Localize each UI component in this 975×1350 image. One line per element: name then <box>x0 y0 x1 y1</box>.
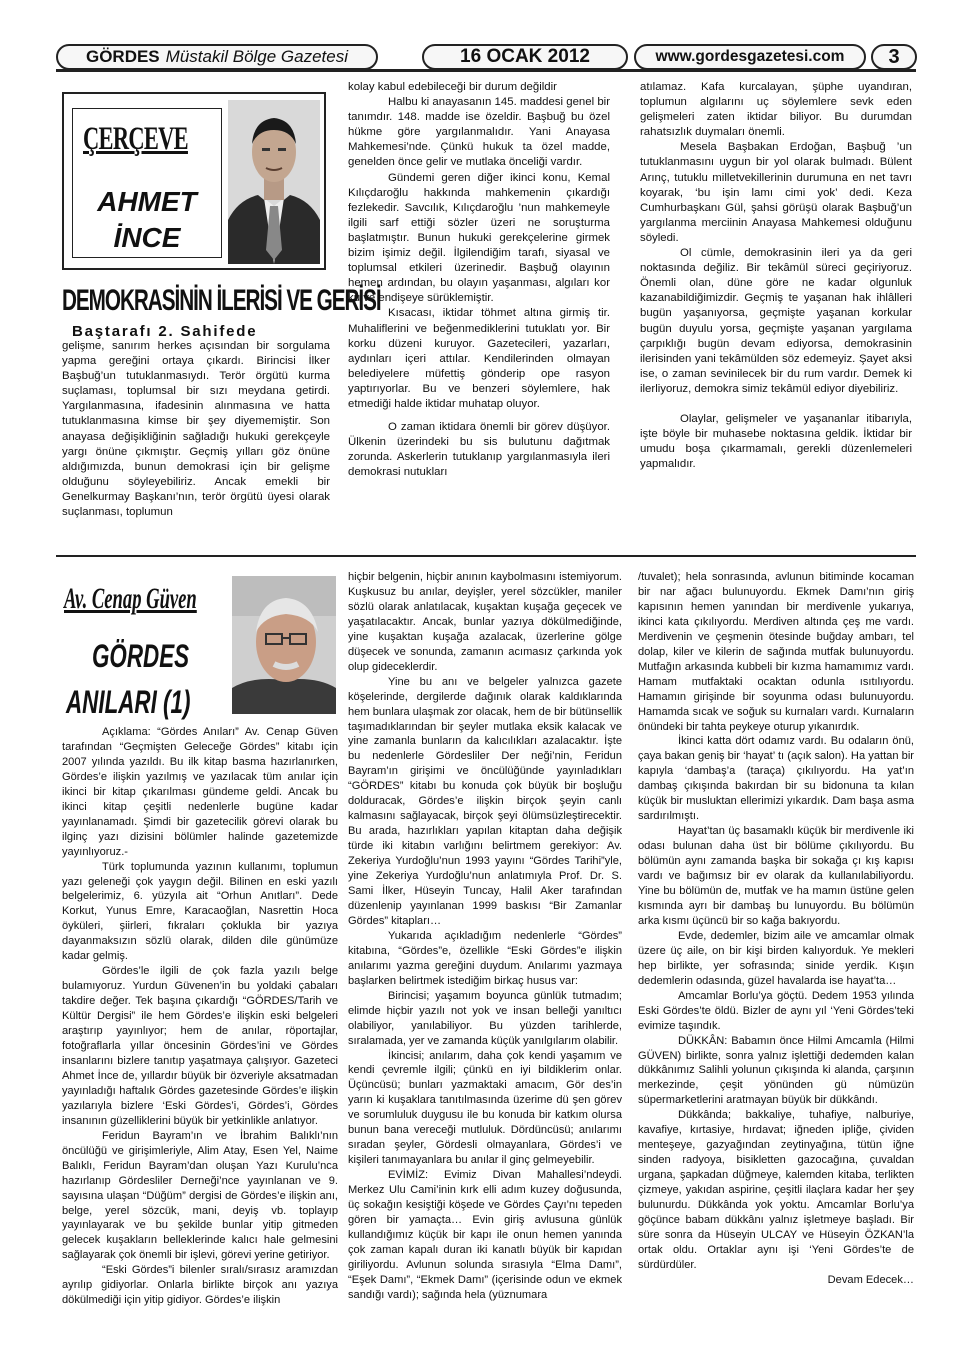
section-divider <box>56 555 916 557</box>
paragraph: Kısacası, iktidar töhmet altına girmiş tir. Muhaliflerini ve beğenmediklerini tutuklatı yor. Bir korku düzeni kuruyor. Gazetecileri, yazarları, aydınları içeri attılar. Kendilerinden olmayan belediyelere müfettiş gönderip ope rasyon yaptırıyorlar. Bu ve benzeri söylemlere, hak etmediği halde iktidar muhatap oluyor. <box>348 307 610 410</box>
article-headline: DEMOKRASİNİN İLERİSİ VE GERİSİ <box>62 284 381 317</box>
paragraph: Halbu ki anayasanın 145. maddesi genel bir tanımdır. 148. madde ise özeldir. Başbuğ bu özel hükme göre yargılanmalıdır. Yani Anayasa Mahkemesi’nde. Çünkü hukuk ta özel madde, genelden önce gelir ve mutlaka önceliği vardır. <box>348 96 610 169</box>
author-photo <box>228 100 320 264</box>
paragraph: Ol cümle, demokrasinin ileri ya da geri noktasında değiliz. Bir tekâmül süreci geçiriyoruz. Önemli olan, düne göre ne kadar olgunluk kazanabildiğimizdir. Geçmiş te yaşanan hak ihlâlleri bugün yaşanıyorsa, geçmişte yaşanan korkular bugün duyulu yorsa, geçmişte yaşanan yargılama çarpıklığı bugün devam ediyorsa, demokrasinin ilerisinden yani tekâmülden söz edemeyiz. Şayet aksi ise, o zaman sevinilecek bir du rum vardır. Demek ki ilerliyoruz, demokra simiz tekâmül ediyor diyebiliriz. <box>640 247 912 395</box>
article1-column-2 <box>348 80 610 480</box>
article2-author: Av. Cenap Güven <box>64 582 197 615</box>
paragraph: hiçbir belgenin, hiçbir anının kaybolmasını istemiyorum. Kuşkusuz bu anılar, deyişler, yerel sözcükler, maniler sözlü olarak anlatılacak, kuşaktan kuşağa geçecek ve yaşatılacaktır. Ancak, bunlar yazıya dökülmediğinde, yine kuşaktan kuşağa azalacak, üzerlerine gölge düşecek ve sonunda, zamanın acımasız çarkında yok olup gideceklerdir. <box>348 571 622 673</box>
website-pill <box>634 44 866 70</box>
column-header-box <box>62 92 326 270</box>
date-pill <box>422 44 628 70</box>
article2-title-line2: ANILARI (1) <box>66 684 191 720</box>
page-number-pill <box>871 44 917 70</box>
paragraph: Evde, dedemler, bizim aile ve amcamlar olmak üzere üç aile, on bir kişi birden kalıyorduk. Ye mekleri hep birlikte, yer sofrasında; sinide yerdik. Kışın dedemlerin odasında, güzel havalarda ise hayat’ta… <box>638 929 914 987</box>
paragraph: O zaman iktidara önemli bir görev düşüyor. Ülkenin üzerindeki bu sis bulutunu dağıtmak zorunda. Askerlerin tutuklanıp yargılanmasıyla ileri demokrasi nutukları <box>348 421 610 479</box>
author-name-line2: İNCE <box>113 222 181 253</box>
paragraph: EVİMİZ: Evimiz Divan Mahallesi’ndeydi. Merkez Ulu Cami’inin kırk elli adım kuzey doğusunda, üç sokağın kesiştiği köşede ve Gördes Çayı’nı tepeden gören bir yamaçta… Evin giriş avlusuna günlük kullandığımız küçük bir kapı ile onun hemen yanında çok zaman kapalı duran iki kanatlı büyük bir kapıdan giriliyordu. Avlunun solunda sırasıyla “Elma Damı”, “Eşek Damı”, “Ekmek Damı” (içerisinde odun ve ekmek sandığı vardı); sağında hela (yüznumara <box>348 1169 622 1301</box>
paragraph: Açıklama: “Gördes Anıları” Av. Cenap Güven tarafından “Geçmişten Geleceğe Gördes” kitabı için 2007 yılında yazıldı. Bu ilk kitap basma hazırlanırken, Gördes’e ilişkin yazılmış ve yazılacak tüm anılar için ikinci bir kitap çıkarılması gündeme geldi. Ancak bu ikinci kitap çeşitli nedenlerle bugüne kadar yayınlanamadı. Şimdi bir gazetecilik görevi olarak bu ilginç yazı dizisini bölümler halinde gazetemizde yayınlıyoruz.- <box>62 726 338 858</box>
paragraph: Türk toplumunda yazının kullanımı, toplumun yazı geleneği çok yaygın değil. Bilinen en eski yazılı belgelerimiz, 6. yüzyıla ait “Orhun Anıtları”. Dede Korkut, Yunus Emre, Karacaoğlan, Nasrettin Hoca öyküleri, şiirleri, fıkraları çoklukla bir yazıya dayanmaksızın sözlü olarak, dilden dile günümüze kadar gelmiş. <box>62 860 338 963</box>
article1-column-3 <box>640 80 912 472</box>
paper-name-pill <box>56 44 378 70</box>
paragraph: /tuvalet); hela sonrasında, avlunun bitiminde kocaman bir nar ağacı bulunuyordu. Ekmek Damı’nın giriş kapısının hemen yanından bir merdivenle yukarıya, ikinci kata çıkılıyordu. Merdiven altında çeş me vardı. Merdivenin ve çeşmenin ötesinde buğday ambarı, tel dolap, kiler ve kilerin de sağında mutfak bulunuyordu. Mutfağın arkasında kubbeli bir kızma hamamımız vardı. Hamam mutfaktaki ocaktan odunla ısıtılıyordu. Hamamın girişinde bir soyunma odası bulunuyordu. Hamamda sıcak ve soğuk su kurnaları vardı. Kurnaların önündeki bir tahta peykeye oturup yıkanırdık. <box>638 571 914 733</box>
article2-column-1 <box>62 725 338 1308</box>
page-number: 3 <box>888 45 900 68</box>
paragraph: Gündemi geren diğer ikinci konu, Kemal Kılıçdaroğlu hakkında mahkemenin çıkardığı fezlekedir. Savcılık, Kılıçdaroğlu ’nun mahkemeyle ilgili sarf ettiği sözler üzeri ne soruşturma başlatmıştır. Bunun hukuki gerekçelerine girmek bizim işimiz değil. İlgilendiğim tarafı, siyasal ve toplumsal etkileri üzerinedir. Başbuğ olayının hemen ardından, bu olayın yaşanması, algıları kor ku ve endişeye sürüklemiştir. <box>348 171 610 305</box>
paragraph: Mesela Başbakan Erdoğan, Başbuğ ’un tutuklanmasını uygun bir yol olarak bulmadı. Bülent Arınç, tutuklu milletvekillerinin durumuna en net tavrı koyarak, ‘bu işin lamı cimi yok’ dedi. Keza Cumhurbaşkanı Gül, şahsi görüşü olarak Başbuğ’un yargılanma merciinin Anayasa Mahkemesi olduğunu söyledi. <box>640 141 912 244</box>
website: www.gordesgazetesi.com <box>655 48 845 65</box>
column-name: ÇERÇEVE <box>83 121 188 157</box>
paragraph: Olaylar, gelişmeler ve yaşananlar itibarıyla, işte böyle bir muhasebe noktasına geldik. İktidar bir umudu boşa çıkarmamalı, gerekli düzenlemeleri yapmalıdır. <box>640 412 912 471</box>
paragraph: DÜKKÂN: Babamın öncе Hilmi Amcamla (Hilmi GÜVEN) birlikte, sonra yalnız işlettiği dedemden kalan dükkânımız Salihli yolunun çıkışında ki alanda, çarşının merkezinde, çeşit yönünden gü nümüzün süpermarketlerini aratmayan büyük bir dükkândı. <box>638 1034 914 1107</box>
article1-column-1 <box>62 339 330 520</box>
paper-name: GÖRDES <box>85 47 160 66</box>
paragraph: İkinci katta dört odamız vardı. Bu odaların önü, çaya bakan geniş bir ‘hayat’ tı (açık salon). Ha yattan bir kapıyla ‘dambaş’a (taraça) çıkılıyordu. Ha yat’ın dambaş çıkışında bakırdan bir su bidonuna ta kılan küçük bir musluktan ellerimizi yıkardık. Dam başa asma sardırılmıştı. <box>638 735 914 823</box>
paragraph: Hayat’tan üç basamaklı küçük bir merdivenle iki odası bulunan daha üst bir bölüme çıkılıyordu. Bu bölümün aynı zamanda başka bir sokağa çı kış kapısı vardı ve bağımsız bir ev olarak da kullanılabiliyordu. Yine bu bölümün de, mutfak ve ha mamın üstüne gelen kısmında ayrı bir dambaş bu lunuyordu. Bu bölümün arka kısmı üçüncü bir so kağa bakıyordu. <box>638 825 914 927</box>
paragraph: kolay kabul edebileceği bir durum değildir <box>348 81 557 93</box>
author-name-line1: AHMET <box>97 186 197 217</box>
header-rule <box>56 69 916 72</box>
issue-date: 16 OCAK 2012 <box>460 46 590 67</box>
paragraph: “Eski Gördes”i bilenler sıralı/sırasız aramızdan ayrılıp gidiyorlar. Onlarla birlikte birçok anı yazıya dökülmediği için yitip gidiyor. Gördes’e ilişkin <box>62 1264 338 1307</box>
article2-author-photo <box>232 576 336 714</box>
continued-from-note: Baştarafı 2. Sahifede <box>72 323 258 340</box>
paper-subtitle: Müstakil Bölge Gazetesi <box>165 47 349 66</box>
article2-title-line1: GÖRDES <box>92 638 190 674</box>
column-title-frame <box>72 108 222 258</box>
article2-column-3 <box>638 570 914 1288</box>
paragraph: Yine bu anı ve belgeler yalnızca gazete köşelerinde, dergilerde dağınık olarak kaldıklarında hem bunlara ulaşmak zor olacak, hem de bir bütünsellik taşımadıklarından bir şeyler mutlaka eksik kalacak ve yine zamanla bunların da kalıcılıkları azalacaktır. İşte bu nedenlerle Gördesliler Der neği’nin, Feridun Bayram’ın girişimi ve öncülüğünde yayınladıkları “GÖRDES” kitabı bu konuda çok büyük bir boşluğu dolduracak, Gördes’e ilişkin birçok şeyin canlı kalmasını sağlayacak, birçok şeyi ölümsüzleştirecektir. Bu arada, hazırlıkları yapılan kitaptan daha değişik türde iki kitabın varlığını belirtmem gerekiyor: Av. Zekeriya Yurdoğlu’nun 1993 yayını “Gördes Tarihi”yle, yine Zekeriya Yurdoğlu’nun anlatımıyla Prof. Dr. S. Sami İlker, Hüseyin Tuncay, Halil Aker tarafından düzenlenip yayınlanan 1999 baskısı “Bir Zamanlar Gördes” kitapları… <box>348 675 622 927</box>
paragraph: Yukarıda açıkladığım nedenlerle “Gördes” kitabına, “Gördes”e, özellikle “Eski Gördes”e ilişkin anılarımı yazma gereğini duydum. Anılarımı yazmaya başlarken belirtmek istediğim birkaç husus var: <box>348 929 622 987</box>
paragraph: Dükkânda; bakkaliye, tuhafiye, nalburiye, kavafiye, kırtasiye, hırdavat; iğneden ipliğe, çividen menteşeye, gazyağından zeytinyağına, tütün iğne sinden radyoya, bisikletten gazocağına, çuvaldan urgana, şapkadan düğmeye, kalemden kitaba, terlikten çizmeye, yakıdan aspirine, çeşitli ilaçlara kadar her şey bulunurdu. Dükkânda yok yoktu. Amcamlar Borlu’ya göçünce babam dükkânı yalnız işletmeye başladı. Bir süre sonra da Hüseyin ULCAY ve Hüseyin ÖZKAN’la ortak oldu. Ortaklar aynı işi ‘Yeni Gördes’te de sürdürdüler. <box>638 1109 914 1271</box>
paragraph: Feridun Bayram’ın ve İbrahim Balıklı’nın öncülüğü ve girişimleriyle, Alim Atay, Esen Yel, Naime Balıklı, Feridun Bayram’dan oluşan Yazı Kurulu’nca hazırlanıp Gördesliler Derneği’nce yayınlanan ve 9. sayısına ulaşan “Düğüm” dergisi de Gördes’e ilişkin anı, belge, yerel sözcük, mani, deyiş vb. toplayıp yayınlayarak ve bu şekilde bunlar yitip gitmeden gelecek kuşakların belleklerinde kalıcı hale gelmesini sağlayarak çok önemli bir işlevi, görevi yerine getiriyor. <box>62 1129 338 1262</box>
paragraph: Amcamlar Borlu’ya göçtü. Dedem 1953 yılında Eski Gördes’te öldü. Bizler de aynı yıl ‘Yeni Gördes’teki evimize taşındık. <box>638 989 914 1032</box>
paragraph: Birincisi; yaşamım boyunca günlük tutmadım; elimde hiçbir yazılı not yok ve insan belleği yanıltıcı olabiliyor, yanılabiliyor. Bu yüzden tarihlerde, sıralamada, yer ve zamanda küçük yanılgılarım olabilir. <box>348 989 622 1047</box>
paragraph: atılamaz. Kafa kurcalayan, şüphe uyandıran, toplumun algılarını uç söylemlere sevk eden gelişmeleri zaten iktidar biliyor. Bu durumdan rahatsızlık duymaları önemli. <box>640 81 912 139</box>
paragraph: gelişme, sanırım herkes açısından bir sorgulama yapma gereğini ortaya çıkardı. Birincisi İlker Başbuğ’un tutuklanmasıydı. Terör örgütü kurma suçlaması, toplumsal bir sızı meydana getirdi. Yargılanmasına, ifadesinin alınmasına ve hatta tutuklanmasına kimse bir şey diyememiştir. Son anayasa değişikliğinin sağladığı hukuki gerekçeyle yargı önüne çıkmıştır. Geçmiş yılları göz önüne aldığımızda, bunun demokrasi için bir gelişme olduğunu söyleyebiliriz. Ancak emekli bir Genelkurmay Başkanı’nın, terör örgütü üyesi olarak suçlanması, toplumun <box>62 340 330 519</box>
paragraph: İkincisi; anılarım, daha çok kendi yaşamım ve kendi çevremle ilgili; çünkü en iyi bildiklerim onlar. Üçüncüsü; bunları yazmaktaki amacım, Gör des’in yarın ki kuşaklara tanıtılmasında üzerime dü şen görev ve sorumluluk duygusu ile bu konuda bir katkım olursa bunun bana vereceği mutluluk. Dördüncüsü; anılarımı sıradan şeyler, Gördesli olmayanlara, Gördes’i ve kişileri tanımayanlara bu anılar il ginç gelmeyebilir. <box>348 1049 622 1167</box>
article2-header <box>62 572 336 724</box>
paragraph: Gördes’le ilgili de çok fazla yazılı belge bulamıyoruz. Yurdun Güvenen’in bu yoldaki çabaları takdire değer. Tek başına çıkardığı “GÖRDES/Tarih ve Kültür Dergisi” ile hem Gördes’e ilişkin eski belgeleri araştırıp yayınlıyor; hem de anılar, röportajlar, fotoğraflarla yıllar öncesinin Gördes’ini ve Gördes insanlarını bizlere tanıtıp yaşatmaya çalışıyor. Gazeteci Ahmet İnce de, yıllardır büyük bir özveriyle aksatmadan yayınladığı haftalık Gördes gazetesinde Gördes’e ilişkin yazılarıyla bizlere ‘Eski Gördes’i, Gördes’i, Gördes insanının güzelliklerini büyük bir yetkinlikle anlatıyor. <box>62 965 338 1127</box>
to-be-continued: Devam Edecek… <box>827 1273 914 1286</box>
article2-column-2 <box>348 570 622 1303</box>
